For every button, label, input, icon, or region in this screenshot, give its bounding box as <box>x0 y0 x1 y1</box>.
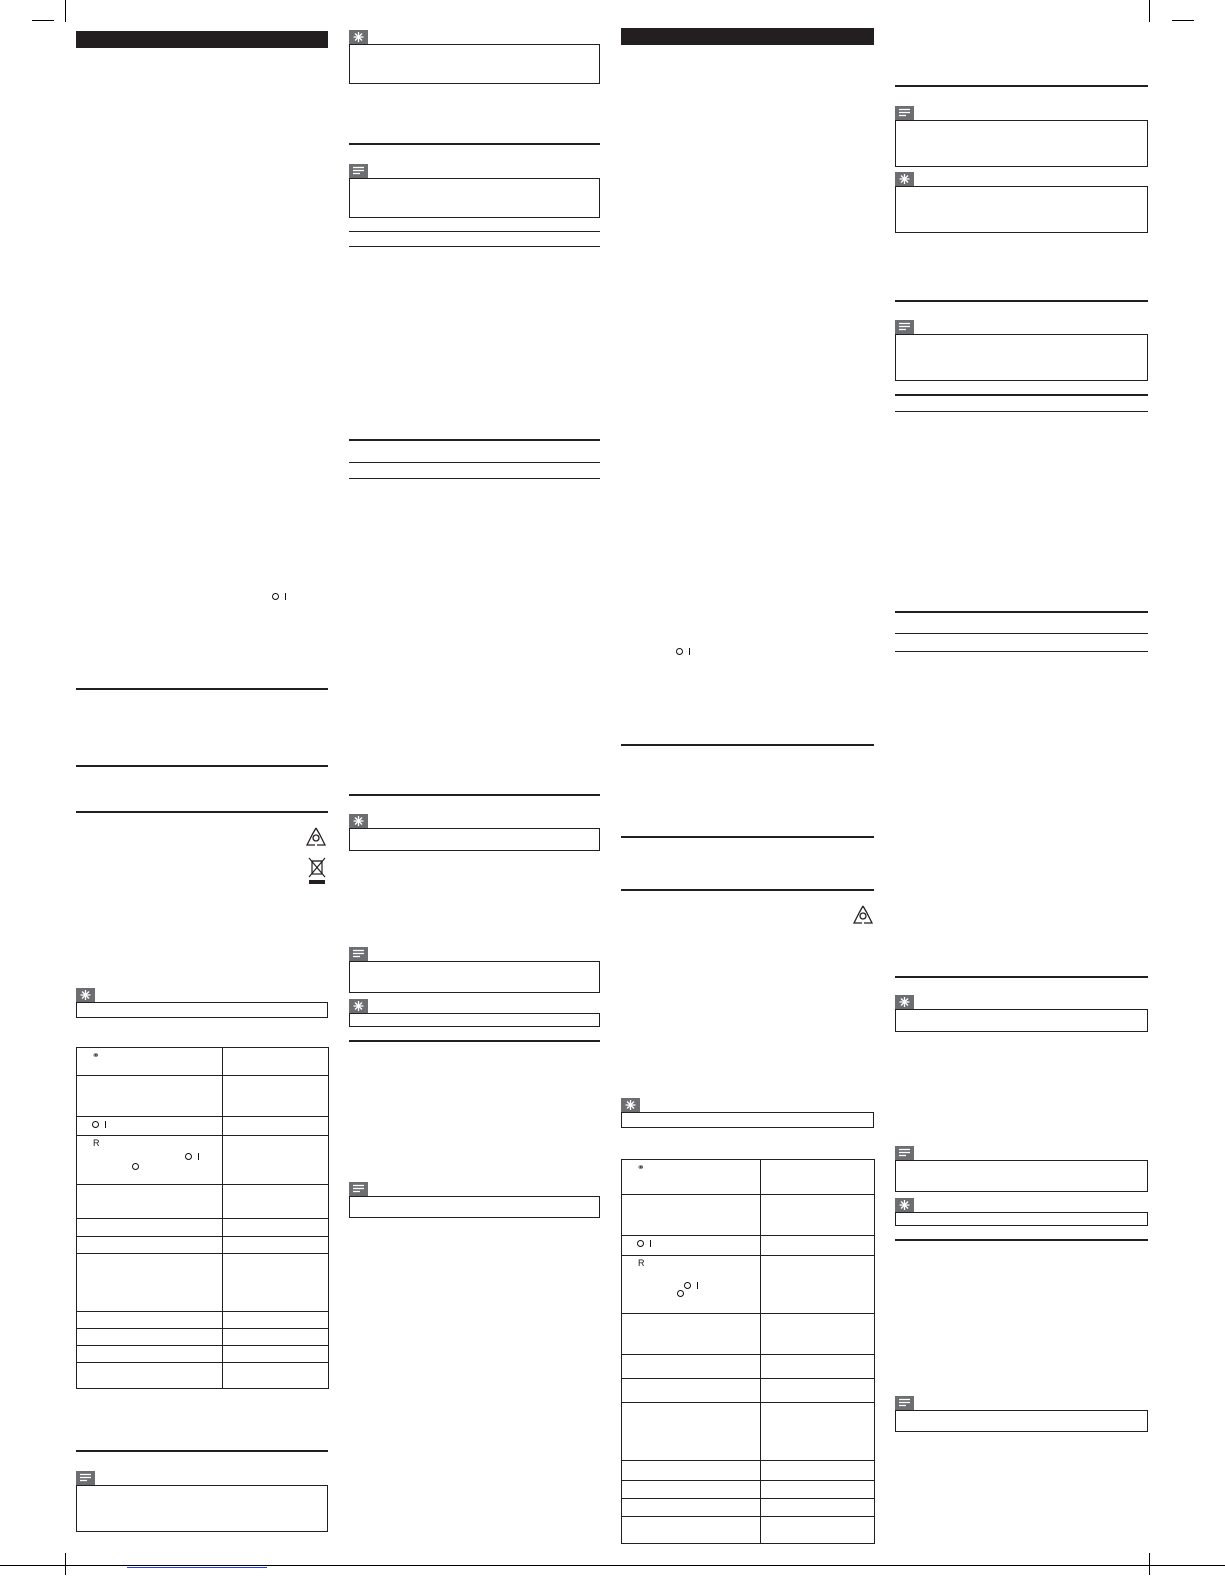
tip-box <box>349 828 600 851</box>
note-tag <box>895 1396 914 1410</box>
power-switch-symbol <box>637 1240 651 1249</box>
section-rule <box>76 688 328 690</box>
section-rule <box>349 478 600 479</box>
power-off-symbol <box>677 1290 684 1299</box>
power-switch-symbol <box>684 1282 698 1291</box>
tip-asterisk-icon <box>349 814 368 828</box>
section-rule <box>349 794 600 796</box>
section-rule <box>895 394 1148 396</box>
weee-crossed-bin-icon <box>308 857 326 889</box>
section-rule <box>895 611 1148 613</box>
tip-box <box>895 1009 1148 1032</box>
note-lines-icon <box>349 1182 368 1196</box>
note-tag <box>349 164 368 178</box>
tip-tag <box>621 1098 640 1112</box>
section-rule <box>895 976 1148 978</box>
tip-asterisk-icon <box>349 30 368 44</box>
spec-table <box>76 1047 329 1389</box>
note-lines-icon <box>895 320 914 334</box>
footer-link[interactable] <box>127 1567 267 1568</box>
note-box <box>349 961 600 993</box>
recycle-icon <box>852 904 874 931</box>
section-header-bar <box>621 28 874 45</box>
power-switch-symbol <box>272 593 286 602</box>
crop-mark <box>1149 0 1150 22</box>
section-rule <box>895 85 1148 87</box>
section-rule <box>349 439 600 441</box>
section-rule <box>76 1450 328 1452</box>
note-box <box>895 334 1148 381</box>
section-rule <box>895 411 1148 412</box>
reset-symbol: R <box>638 1258 645 1268</box>
note-tag <box>895 320 914 334</box>
section-rule <box>621 744 874 746</box>
tip-tag <box>895 172 914 186</box>
tip-tag <box>76 988 95 1002</box>
section-rule <box>621 889 874 891</box>
tip-box <box>349 44 600 84</box>
note-box <box>895 1160 1148 1192</box>
section-rule <box>895 300 1148 302</box>
tip-tag <box>349 30 368 44</box>
section-rule <box>349 143 600 145</box>
note-box <box>895 120 1148 167</box>
tip-asterisk-icon <box>76 988 95 1002</box>
section-rule <box>621 836 874 838</box>
tip-tag <box>349 999 368 1013</box>
note-box <box>895 1410 1148 1432</box>
section-rule <box>349 462 600 463</box>
section-rule <box>349 1040 600 1042</box>
crop-mark <box>1172 20 1194 21</box>
section-rule <box>349 246 600 247</box>
reset-symbol: R <box>93 1138 100 1148</box>
timer-icon: ⚭ <box>92 1050 100 1060</box>
timer-icon: ⚭ <box>637 1162 645 1172</box>
tip-asterisk-icon <box>895 995 914 1009</box>
section-rule <box>895 651 1148 652</box>
crop-mark <box>1149 1553 1150 1575</box>
note-tag <box>76 1471 95 1485</box>
note-lines-icon <box>895 1396 914 1410</box>
note-box <box>349 1196 600 1218</box>
tip-box <box>895 1212 1148 1226</box>
tip-box <box>349 1013 600 1027</box>
tip-tag <box>349 814 368 828</box>
note-tag <box>349 947 368 961</box>
tip-asterisk-icon <box>349 999 368 1013</box>
section-header-bar <box>76 31 328 48</box>
section-rule <box>895 633 1148 634</box>
note-lines-icon <box>895 106 914 120</box>
tip-box <box>76 1002 328 1018</box>
tip-asterisk-icon <box>621 1098 640 1112</box>
note-tag <box>349 1182 368 1196</box>
note-tag <box>895 106 914 120</box>
section-rule <box>76 811 328 813</box>
power-switch-symbol <box>676 648 690 657</box>
note-lines-icon <box>349 947 368 961</box>
crop-mark <box>65 0 66 22</box>
note-tag <box>895 1146 914 1160</box>
tip-tag <box>895 1198 914 1212</box>
power-off-symbol <box>132 1163 139 1172</box>
tip-tag <box>895 995 914 1009</box>
crop-mark <box>32 20 54 21</box>
crop-mark <box>65 1553 66 1575</box>
note-lines-icon <box>76 1471 95 1485</box>
tip-asterisk-icon <box>895 1198 914 1212</box>
note-lines-icon <box>349 164 368 178</box>
bottom-trim-line <box>0 1565 1225 1566</box>
section-rule <box>349 231 600 232</box>
note-box <box>349 178 600 218</box>
power-switch-symbol <box>92 1121 106 1130</box>
tip-box <box>895 186 1148 233</box>
section-rule <box>895 1239 1148 1241</box>
tip-box <box>621 1112 874 1128</box>
note-box <box>76 1485 328 1532</box>
tip-asterisk-icon <box>895 172 914 186</box>
spec-table <box>621 1159 875 1544</box>
note-lines-icon <box>895 1146 914 1160</box>
power-switch-symbol <box>185 1153 199 1162</box>
recycle-icon <box>305 826 327 853</box>
section-rule <box>76 765 328 767</box>
